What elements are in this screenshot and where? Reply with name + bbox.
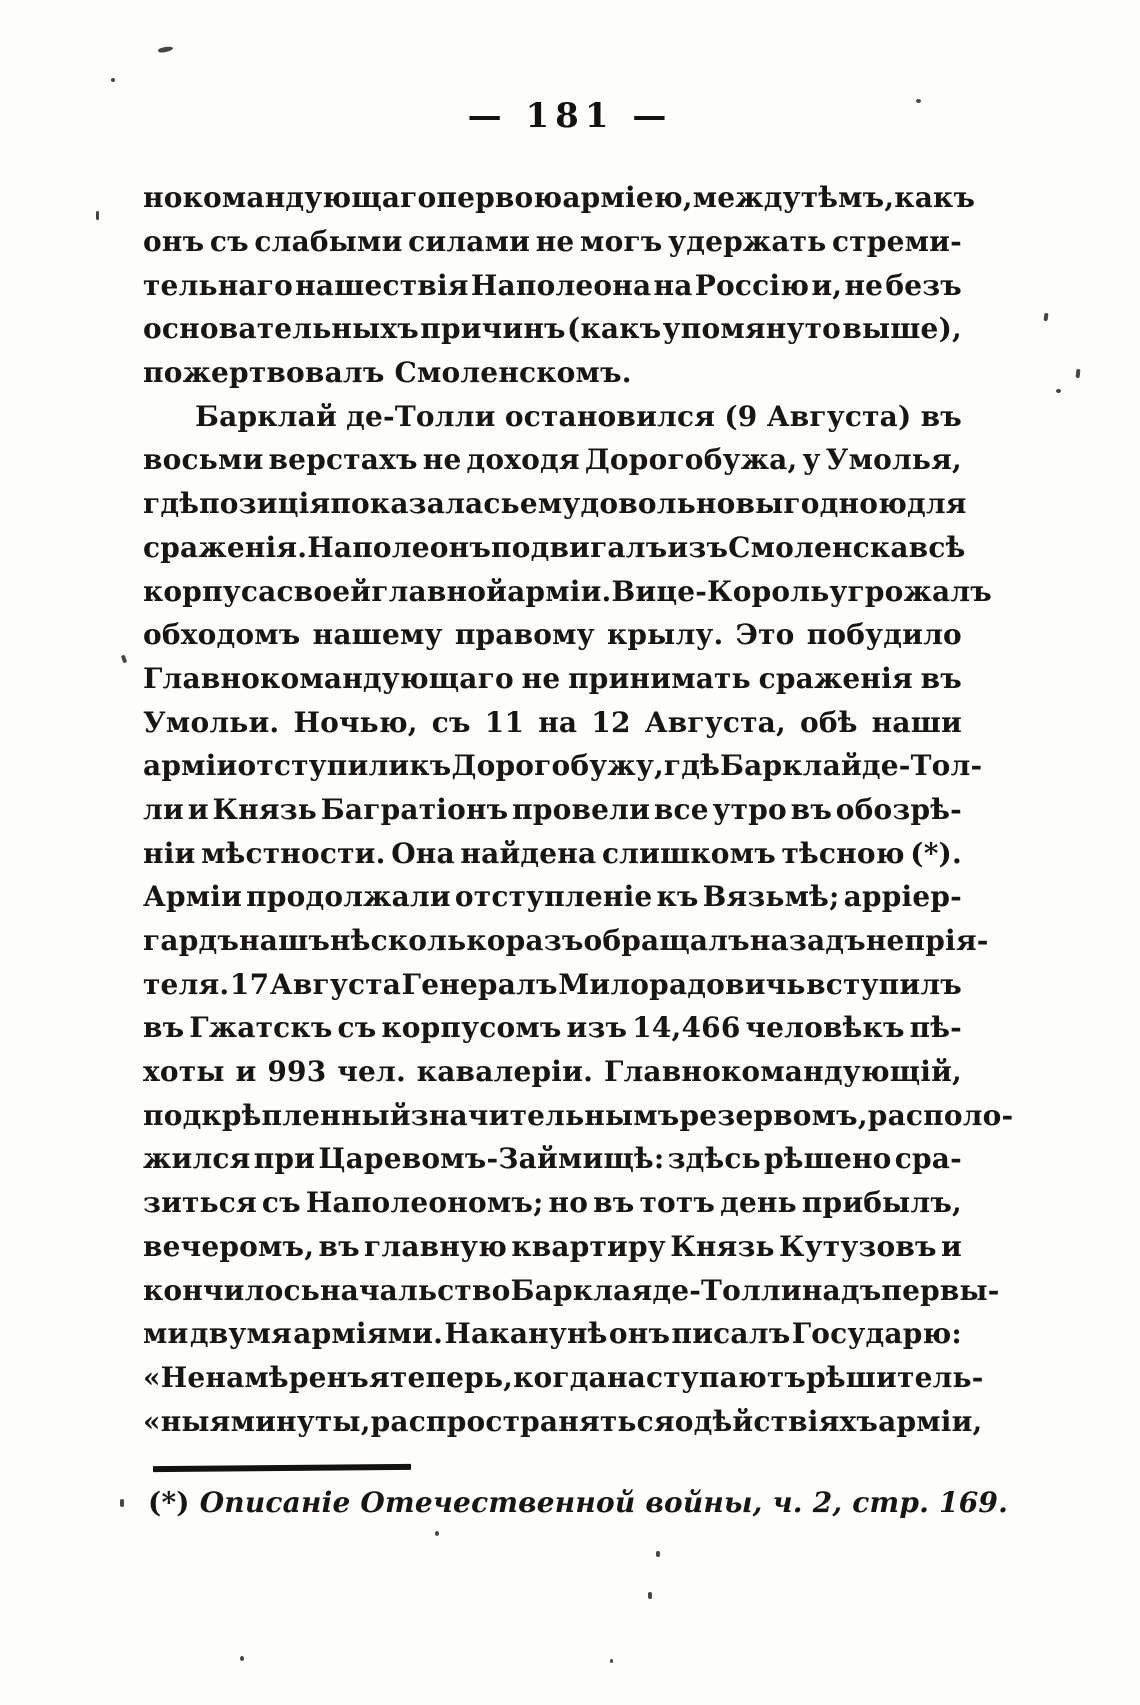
text-line: зиться съ Наполеономъ; но въ тотъ день прибылъ, xyxy=(143,1186,962,1220)
footnote-marker: (*) xyxy=(148,1486,190,1519)
ink-speck xyxy=(648,1592,652,1599)
text-line: гдѣ позиція показалась ему довольно выгодною для xyxy=(143,487,967,521)
ink-speck xyxy=(610,1659,613,1663)
footnote-separator-rule xyxy=(153,1464,411,1472)
footnote xyxy=(148,1486,1009,1519)
footnote-text: Описаніе Отечественной войны, ч. 2, стр. 169. xyxy=(199,1486,1009,1519)
text-line: вечеромъ, въ главную квартиру Князь Кутузовъ и xyxy=(143,1229,962,1263)
ink-speck xyxy=(656,1551,660,1557)
ink-speck xyxy=(1043,313,1048,321)
text-line: корпуса своей главной арміи. Вице-Король угрожалъ xyxy=(143,574,992,608)
text-line: хоты и 993 чел. кавалеріи. Главнокомандующій, xyxy=(143,1055,962,1089)
ink-speck xyxy=(1056,389,1061,393)
text-line: гардъ нашъ нѣсколько разъ обращалъ назадъ непрія- xyxy=(143,924,989,958)
ink-speck xyxy=(916,99,921,103)
ink-speck xyxy=(435,1531,439,1536)
text-line: ми двумя арміями. Наканунѣ онъ писалъ Государю: xyxy=(143,1317,962,1351)
ink-speck xyxy=(120,1499,124,1507)
text-line: основательныхъ причинъ (какъ упомянуто выше), xyxy=(143,312,962,346)
text-line: «ныя минуты, распространяться о дѣйствіяхъ арміи, xyxy=(143,1404,983,1438)
text-line: сраженія. Наполеонъ подвигалъ изъ Смоленска всѣ xyxy=(143,530,966,564)
text-line: Главнокомандующаго не принимать сраженія въ xyxy=(143,661,962,695)
ink-speck xyxy=(96,211,99,220)
text-line: ніи мѣстности. Она найдена слишкомъ тѣсною (*). xyxy=(143,836,962,870)
text-line: арміи отступили къ Дорогобужу, гдѣ Барклай де-Тол- xyxy=(143,749,983,783)
text-line: подкрѣпленный значительнымъ резервомъ, располо- xyxy=(143,1098,1014,1132)
body-text xyxy=(143,176,1014,1443)
text-line: обходомъ нашему правому крылу. Это побудило xyxy=(143,618,962,652)
ink-speck xyxy=(111,78,115,82)
ink-speck xyxy=(1076,369,1081,378)
text-line: ли и Князь Багратіонъ провели все утро въ обозрѣ- xyxy=(143,792,962,826)
text-line: пожертвовалъ Смоленскомъ. xyxy=(143,355,632,389)
text-line: Арміи продолжали отступленіе къ Вязьмѣ; арріер- xyxy=(143,880,962,914)
ink-speck xyxy=(240,1656,244,1661)
ink-speck xyxy=(121,655,127,664)
text-line: восьми верстахъ не доходя Дорогобужа, у Умолья, xyxy=(143,443,962,477)
text-line: «Не намѣренъ я теперь, когда наступаютъ рѣшитель- xyxy=(143,1360,984,1394)
ink-speck xyxy=(158,45,174,53)
text-line: въ Гжатскъ съ корпусомъ изъ 14,466 человѣкъ пѣ- xyxy=(143,1011,962,1045)
text-line: Умольи. Ночью, съ 11 на 12 Августа, обѣ наши xyxy=(143,705,962,739)
text-line: нокомандующаго первою арміею, между тѣмъ, какъ xyxy=(143,181,976,215)
text-line: кончилось начальство Барклая де-Толли надъ первы- xyxy=(143,1273,1000,1307)
text-line: теля. 17 Августа Генералъ Милорадовичь вступилъ xyxy=(143,967,962,1001)
page-number: — 181 — xyxy=(467,96,673,136)
text-line: тельнаго нашествія Наполеона на Россію и, не безъ xyxy=(143,268,962,302)
text-line: Барклай де-Толли остановился (9 Августа) въ xyxy=(195,399,962,433)
text-line: жился при Царевомъ-Займищѣ: здѣсь рѣшено сра- xyxy=(143,1142,962,1176)
text-line: онъ съ слабыми силами не могъ удержать стреми- xyxy=(143,225,962,259)
